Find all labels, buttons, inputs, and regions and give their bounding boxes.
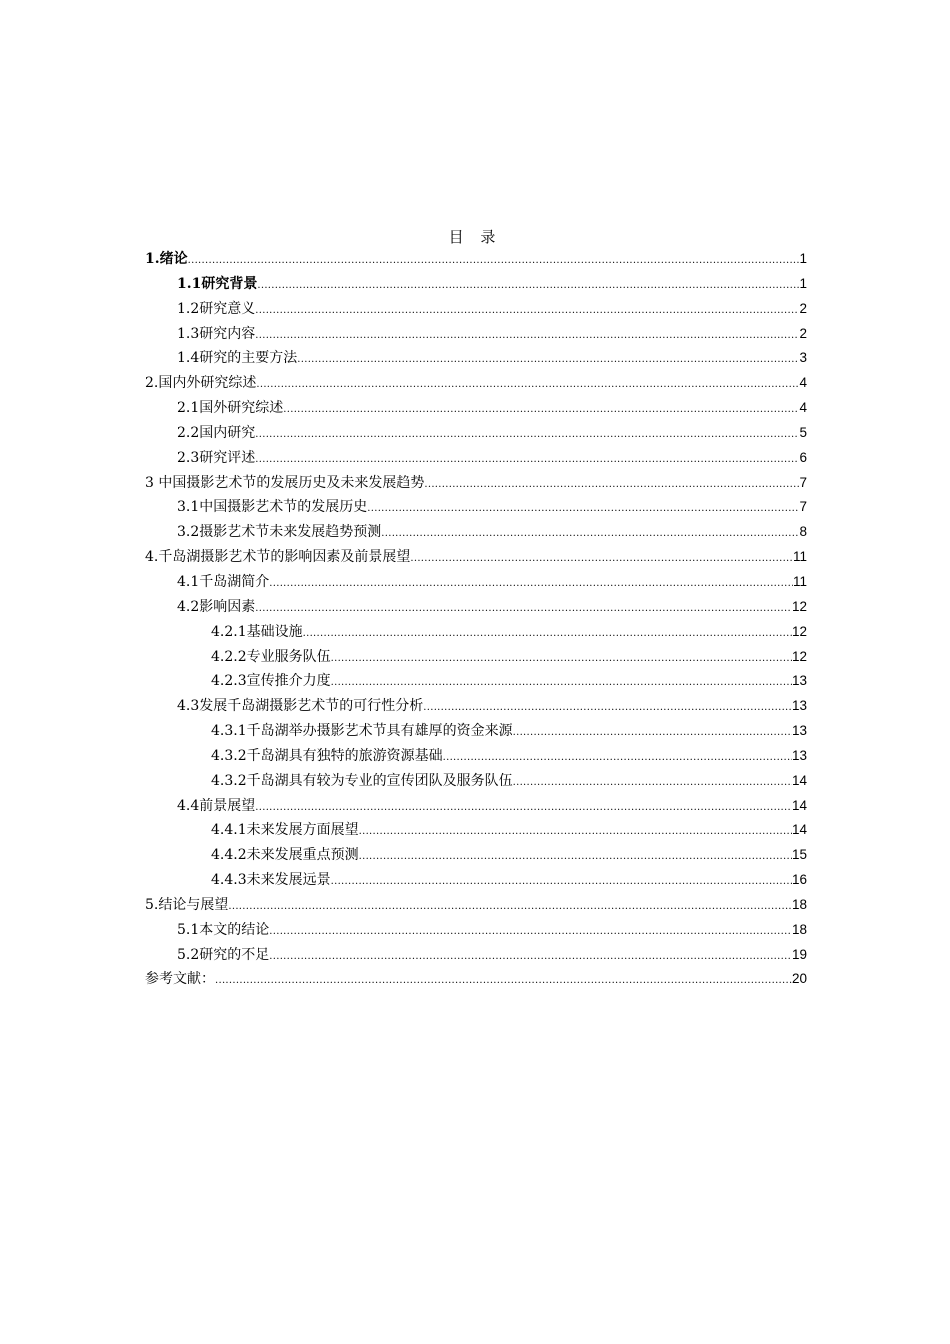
toc-entry[interactable] <box>145 596 807 621</box>
toc-dot-leader <box>410 549 793 565</box>
toc-entry-page: 16 <box>791 872 807 888</box>
toc-dot-leader <box>255 326 799 342</box>
toc-entry-title: 4.4.3未来发展远景 <box>211 872 331 889</box>
toc-entry-page: 7 <box>799 474 807 490</box>
toc-entry-page: 1 <box>799 251 807 266</box>
toc-entry-page: 18 <box>791 896 807 912</box>
toc-dot-leader <box>331 872 792 888</box>
toc-entry-title: 4.4前景展望 <box>177 797 256 814</box>
toc-entry-title: 参考文献： <box>145 971 215 988</box>
toc-entry-page: 14 <box>791 772 807 788</box>
toc-dot-leader <box>269 947 792 963</box>
toc-dot-leader <box>255 798 792 814</box>
toc-entry-title: 1.3研究内容 <box>177 325 256 342</box>
toc-entry-page: 11 <box>792 549 807 565</box>
toc-entry-page: 19 <box>791 946 807 962</box>
toc-entry[interactable] <box>145 770 807 795</box>
table-of-contents <box>145 248 807 993</box>
toc-entry-page: 2 <box>799 300 807 316</box>
toc-dot-leader <box>283 400 799 416</box>
toc-entry-page: 14 <box>791 797 807 813</box>
toc-entry-title: 2.1国外研究综述 <box>177 400 284 417</box>
toc-dot-leader <box>215 971 792 987</box>
toc-entry[interactable] <box>145 521 807 546</box>
toc-entry-page: 12 <box>791 648 807 664</box>
toc-entry[interactable] <box>145 894 807 919</box>
toc-entry-title: 4.3.2千岛湖具有较为专业的宣传团队及服务队伍 <box>211 772 513 789</box>
toc-dot-leader <box>255 599 792 615</box>
toc-entry[interactable] <box>145 695 807 720</box>
toc-entry[interactable] <box>145 621 807 646</box>
toc-entry-page: 15 <box>791 847 807 863</box>
toc-dot-leader <box>303 624 792 640</box>
toc-dot-leader <box>513 773 792 789</box>
toc-entry-page: 13 <box>791 747 807 763</box>
toc-dot-leader <box>269 574 793 590</box>
toc-entry-title: 4.2.1基础设施 <box>211 623 303 640</box>
toc-entry-title: 3 中国摄影艺术节的发展历史及未来发展趋势 <box>145 474 425 491</box>
toc-entry-page: 13 <box>791 698 807 714</box>
toc-dot-leader <box>257 276 799 292</box>
toc-entry-title: 1.1研究背景 <box>177 275 258 292</box>
toc-entry-title: 5.结论与展望 <box>145 896 229 913</box>
toc-entry-page: 1 <box>799 275 807 291</box>
toc-entry[interactable] <box>145 472 807 497</box>
toc-entry[interactable] <box>145 397 807 422</box>
toc-entry-page: 6 <box>799 449 807 465</box>
toc-entry[interactable] <box>145 819 807 844</box>
toc-entry-title: 4.2.3宣传推介力度 <box>211 673 331 690</box>
toc-entry-title: 2.3研究评述 <box>177 449 256 466</box>
toc-entry[interactable] <box>145 422 807 447</box>
toc-entry-page: 14 <box>791 822 807 838</box>
toc-entry[interactable] <box>145 347 807 372</box>
toc-dot-leader <box>359 847 792 863</box>
toc-entry-page: 3 <box>799 350 807 366</box>
toc-entry-page: 18 <box>791 921 807 937</box>
toc-entry-page: 12 <box>791 598 807 614</box>
toc-dot-leader <box>255 450 799 466</box>
toc-entry-title: 5.2研究的不足 <box>177 946 270 963</box>
toc-dot-leader <box>359 822 792 838</box>
toc-entry-title: 2.2国内研究 <box>177 424 256 441</box>
toc-entry[interactable] <box>145 323 807 348</box>
toc-entry-page: 5 <box>799 424 807 440</box>
toc-entry-title: 4.2影响因素 <box>177 598 256 615</box>
toc-entry-title: 1.2研究意义 <box>177 300 256 317</box>
toc-entry[interactable] <box>145 720 807 745</box>
toc-entry[interactable] <box>145 372 807 397</box>
toc-entry-title: 2.国内外研究综述 <box>145 375 257 392</box>
toc-dot-leader <box>423 698 792 714</box>
toc-dot-leader <box>228 897 792 913</box>
toc-dot-leader <box>331 649 792 665</box>
toc-entry-title: 1.4研究的主要方法 <box>177 350 298 367</box>
toc-entry[interactable] <box>145 795 807 820</box>
toc-entry[interactable] <box>145 496 807 521</box>
toc-entry[interactable] <box>145 546 807 571</box>
toc-entry-title: 3.2摄影艺术节未来发展趋势预测 <box>177 524 382 541</box>
toc-dot-leader <box>188 251 800 267</box>
page-title: 目 录 <box>448 228 502 246</box>
toc-entry[interactable] <box>145 571 807 596</box>
toc-entry-page: 11 <box>792 573 807 589</box>
toc-dot-leader <box>367 499 799 515</box>
toc-entry-title: 1.绪论 <box>145 251 188 267</box>
toc-entry[interactable] <box>145 670 807 695</box>
toc-entry-page: 8 <box>799 524 807 540</box>
toc-entry-page: 2 <box>799 325 807 341</box>
toc-entry-page: 4 <box>799 400 807 416</box>
toc-entry-title: 4.4.1未来发展方面展望 <box>211 822 359 839</box>
toc-dot-leader <box>255 425 799 441</box>
toc-dot-leader <box>381 524 799 540</box>
toc-entry[interactable] <box>145 298 807 323</box>
toc-entry-page: 12 <box>791 623 807 639</box>
toc-dot-leader <box>424 475 799 491</box>
toc-dot-leader <box>255 301 799 317</box>
toc-dot-leader <box>331 673 792 689</box>
toc-entry-title: 3.1中国摄影艺术节的发展历史 <box>177 499 368 516</box>
toc-entry[interactable] <box>145 745 807 770</box>
toc-entry-page: 20 <box>791 971 807 987</box>
toc-dot-leader <box>297 350 799 366</box>
toc-entry[interactable] <box>145 968 807 993</box>
toc-dot-leader <box>443 748 792 764</box>
toc-entry-title: 4.1千岛湖简介 <box>177 573 270 590</box>
toc-dot-leader <box>256 375 799 391</box>
toc-entry-page: 4 <box>799 375 807 391</box>
toc-entry-page: 13 <box>791 723 807 739</box>
toc-entry-title: 5.1本文的结论 <box>177 921 270 938</box>
toc-entry[interactable] <box>145 869 807 894</box>
toc-entry-title: 4.4.2未来发展重点预测 <box>211 847 359 864</box>
toc-entry[interactable] <box>145 919 807 944</box>
toc-entry-title: 4.千岛湖摄影艺术节的影响因素及前景展望 <box>145 549 411 566</box>
toc-dot-leader <box>513 723 792 739</box>
toc-entry-title: 4.3发展千岛湖摄影艺术节的可行性分析 <box>177 698 424 715</box>
toc-entry-title: 4.3.1千岛湖举办摄影艺术节具有雄厚的资金来源 <box>211 723 513 740</box>
toc-entry-page: 7 <box>799 499 807 515</box>
toc-dot-leader <box>269 922 792 938</box>
toc-entry[interactable] <box>145 248 807 273</box>
toc-entry-title: 4.2.2专业服务队伍 <box>211 648 331 665</box>
toc-entry[interactable] <box>145 944 807 969</box>
toc-entry[interactable] <box>145 447 807 472</box>
toc-entry-page: 13 <box>791 673 807 689</box>
toc-entry[interactable] <box>145 646 807 671</box>
toc-entry-title: 4.3.2千岛湖具有独特的旅游资源基础 <box>211 747 443 764</box>
toc-entry[interactable] <box>145 273 807 298</box>
toc-entry[interactable] <box>145 844 807 869</box>
